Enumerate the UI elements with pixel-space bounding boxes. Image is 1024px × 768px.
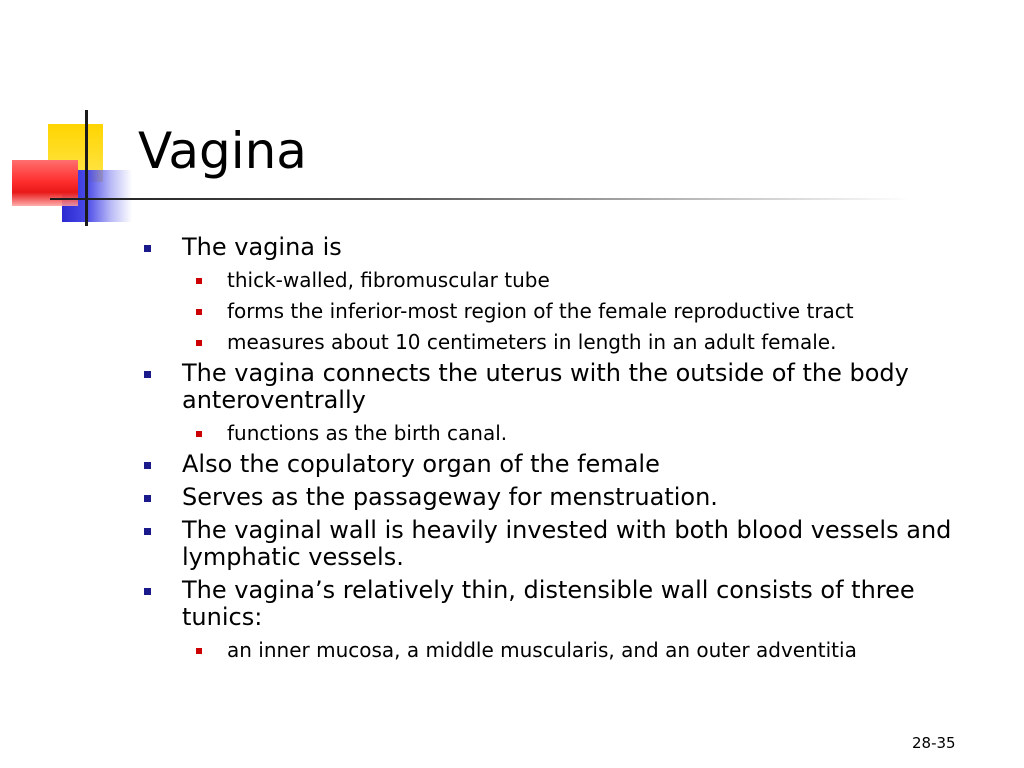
sub-bullet-item (140, 638, 1000, 662)
bullet-list (140, 228, 1000, 662)
square-bullet-icon (144, 371, 151, 378)
bullet-item (140, 517, 1000, 571)
page-number: 28-35 (912, 734, 956, 752)
bullet-item (140, 577, 1000, 631)
slide-title: Vagina (138, 122, 307, 180)
bullet-text: The vagina’s relatively thin, distensible wall consists of three tunics: (182, 576, 915, 631)
sub-bullet-text: an inner mucosa, a middle muscularis, and an outer adventitia (227, 638, 857, 662)
sub-bullet-item (140, 330, 1000, 354)
square-bullet-icon (144, 528, 151, 535)
sub-bullet-item (140, 421, 1000, 445)
bullet-text: Serves as the passageway for menstruation. (182, 483, 718, 511)
sub-bullet-item (140, 299, 1000, 323)
title-underline (50, 198, 910, 200)
square-bullet-icon (196, 309, 202, 315)
bullet-item (140, 484, 1000, 511)
bullet-item (140, 360, 1000, 414)
square-bullet-icon (144, 495, 151, 502)
decorative-vertical-line (85, 110, 88, 226)
square-bullet-icon (196, 278, 202, 284)
sub-bullet-text: functions as the birth canal. (227, 421, 508, 445)
square-bullet-icon (144, 245, 151, 252)
sub-bullet-text: forms the inferior-most region of the female reproductive tract (227, 299, 854, 323)
bullet-item (140, 451, 1000, 478)
square-bullet-icon (144, 588, 151, 595)
sub-bullet-item (140, 268, 1000, 292)
sub-bullet-text: measures about 10 centimeters in length in an adult female. (227, 330, 837, 354)
bullet-item (140, 234, 1000, 261)
square-bullet-icon (196, 431, 202, 437)
bullet-text: The vagina connects the uterus with the outside of the body anteroventrally (182, 359, 909, 414)
bullet-text: The vagina is (182, 233, 342, 261)
bullet-text: The vaginal wall is heavily invested with both blood vessels and lymphatic vessels. (182, 516, 952, 571)
sub-bullet-text: thick-walled, fibromuscular tube (227, 268, 550, 292)
square-bullet-icon (144, 462, 151, 469)
bullet-text: Also the copulatory organ of the female (182, 450, 660, 478)
square-bullet-icon (196, 340, 202, 346)
square-bullet-icon (196, 648, 202, 654)
